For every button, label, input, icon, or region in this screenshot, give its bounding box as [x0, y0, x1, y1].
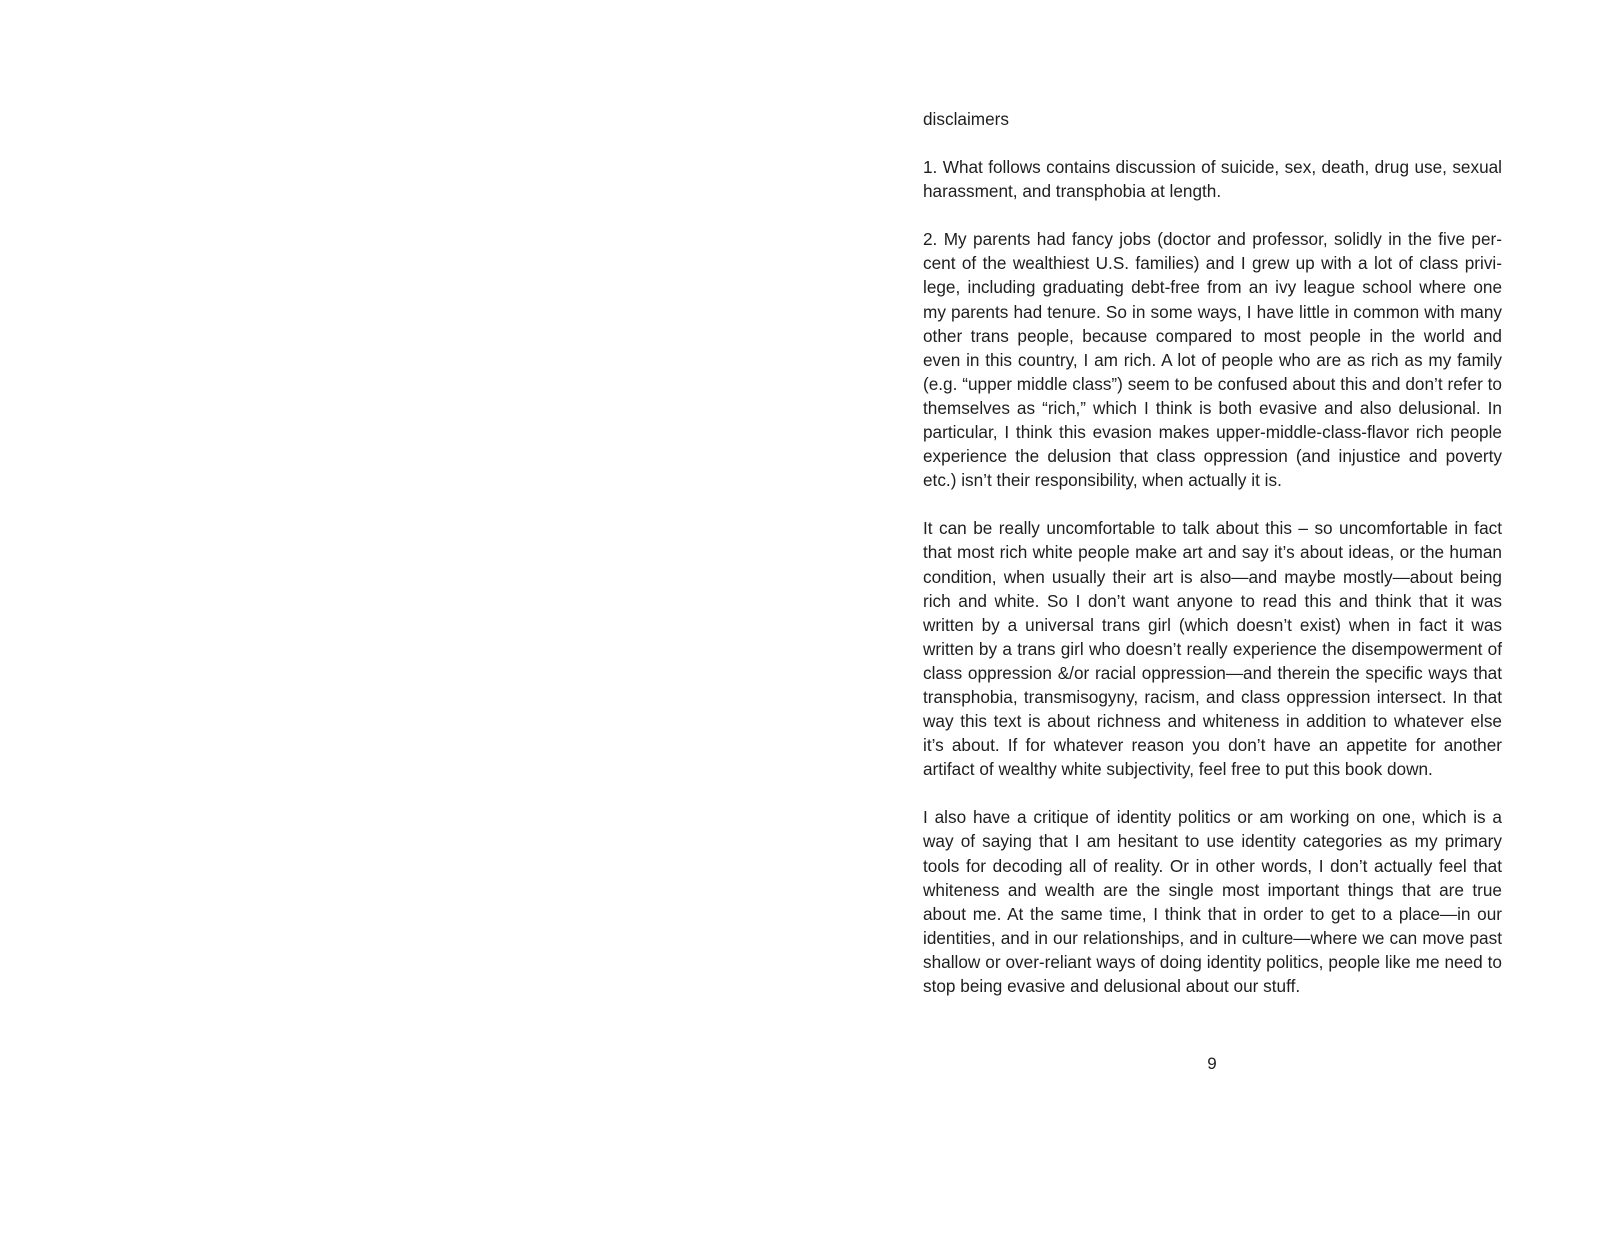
right-page [806, 0, 1612, 1237]
page-text-block [923, 107, 1502, 1022]
section-heading: disclaimers [923, 109, 1009, 129]
paragraph-class-privilege: 2. My parents had fancy jobs (doctor and professor, solidly in the five percent of the wealthiest U.S. families) and I grew up with a lot of class privilege, including graduating debt-free from an ivy league school where one my parents had tenure. So in some ways, I have little in common with many other trans people, because compared to most people in the world and even in this country, I am rich. A lot of people who are as rich as my family (e.g. “upper middle class”) seem to be confused about this and don’t refer to themselves as “rich,” which I think is both evasive and also delusional. In particular, I think this evasion makes upper-middle-class-flavor rich people experience the delusion that class oppression (and injustice and poverty etc.) isn’t their responsibility, when actually it is. [923, 229, 1502, 491]
paragraph-content-warning: 1. What follows contains discussion of suicide, sex, death, drug use, sexual harassment, and transphobia at length. [923, 157, 1502, 202]
page-number-text: 9 [1207, 1054, 1217, 1073]
paragraph-identity-politics: I also have a critique of identity politics or am working on one, which is a way of saying that I am hesitant to use identity categories as my primary tools for decoding all of reality. Or in other words, I don’t actually feel that whiteness and wealth are the single most important things that are true about me. At the same time, I think that in order to get to a place—in our identities, and in our relationships, and in culture—where we can move past shallow or over-reliant ways of doing identity politics, people like me need to stop being evasive and delusional about our stuff. [923, 807, 1502, 996]
paragraph-rich-white-art: It can be really uncomfortable to talk about this – so uncomfortable in fact that most rich white people make art and say it’s about ideas, or the human condition, when usually their art is also—and maybe mostly—about being rich and white. So I don’t want anyone to read this and think that it was written by a universal trans girl (which doesn’t exist) when in fact it was written by a trans girl who doesn’t really experience the disempowerment of class oppression &/or racial oppression—and therein the specific ways that transphobia, transmisogyny, racism, and class oppression intersect. In that way this text is about richness and whiteness in addition to whatever else it’s about. If for whatever reason you don’t have an appetite for another artifact of wealthy white subjectivity, feel free to put this book down. [923, 518, 1502, 780]
